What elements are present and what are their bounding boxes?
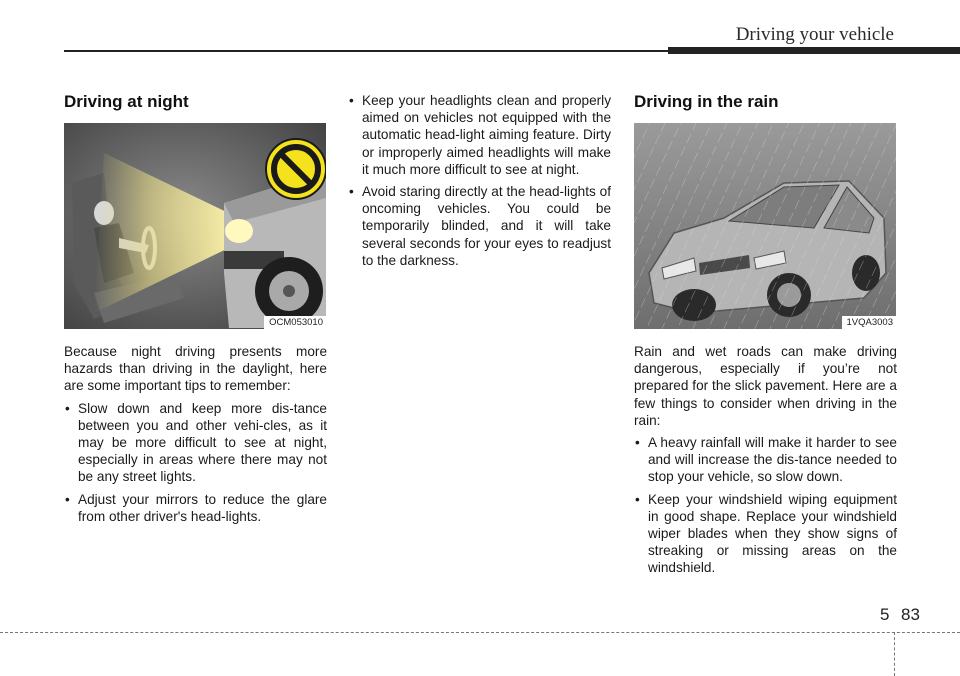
list-item: • Adjust your mirrors to reduce the glare from other driver's head-lights. [65,491,327,524]
rain-driving-illustration [634,123,896,329]
bullet-icon: • [65,400,70,416]
column-night-right [348,92,611,274]
bullet-icon: • [635,435,640,451]
header-bar [668,47,960,54]
footer-divider [894,632,895,676]
rain-bullets [634,434,897,577]
night-driving-image [64,123,326,329]
bullet-icon: • [635,491,640,507]
night-driving-illustration [64,123,326,329]
figure-code: 1VQA3003 [842,316,896,329]
bullet-icon: • [349,93,354,108]
night-heading: Driving at night [64,92,189,111]
bullet-icon: • [349,184,354,200]
figure-code: OCM053010 [264,316,326,329]
rain-heading: Driving in the rain [634,92,779,111]
list-item: • Avoid staring directly at the head-lights of oncoming vehicles. You could be temporarily blinded, and it will take several seconds for your eyes to readjust to the darkness. [349,184,611,268]
night-bullets-left [64,400,327,525]
chapter-number: 5 [880,605,890,624]
header-rule [64,50,668,52]
list-item: • Keep your windshield wiping equipment in good shape. Replace your windshield wiper blades when they show signs of streaking or missing areas on the windshield. [635,491,897,576]
column-night-left [64,92,327,530]
rain-driving-image [634,123,896,329]
bullet-icon: • [65,491,70,507]
list-item: • Slow down and keep more dis-tance between you and other vehi-cles, as it may be more difficult to see at night, especially in areas where there may not be any street lights. [65,400,327,485]
column-rain [634,92,897,582]
rain-intro: Rain and wet roads can make driving dangerous, especially if you’re not prepared for the slick pavement. Here are a few things to consider when driving in the rain: [634,344,897,428]
night-bullets-right [348,92,611,269]
night-intro: Because night driving presents more hazards than driving in the daylight, here are some important tips to remember: [64,344,327,394]
list-item: • Keep your headlights clean and properly aimed on vehicles not equipped with the automatic head-light aiming feature. Dirty or improperly aimed headlights will make it much more difficult to see at night. [349,93,611,177]
section-title: Driving your vehicle [735,24,894,45]
footer-rule [0,632,960,633]
list-item: • A heavy rainfall will make it harder to see and will increase the dis-tance needed to stop your vehicle, so slow down. [635,435,897,485]
page-number: 83 [901,605,920,624]
